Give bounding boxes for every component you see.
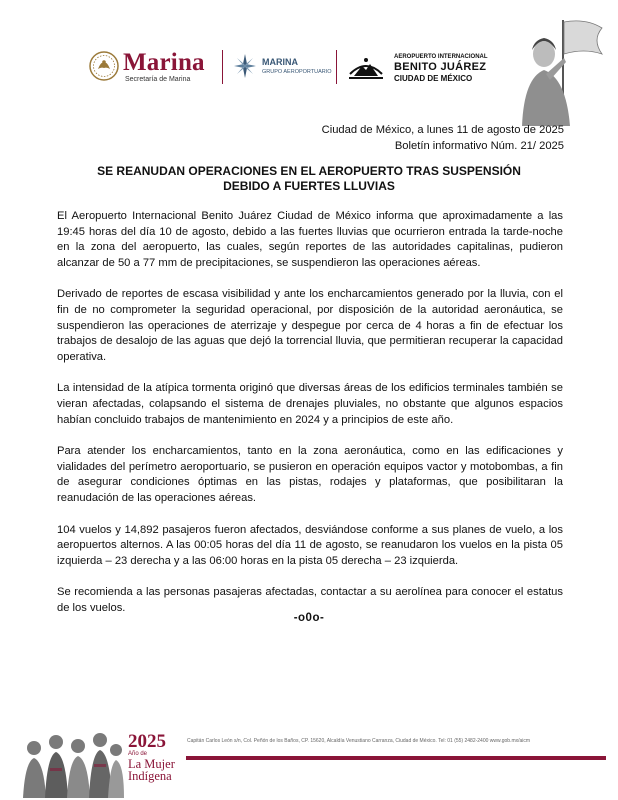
heroine-illustration: [510, 14, 610, 126]
aicm-symbol-icon: [346, 54, 386, 82]
paragraph: Derivado de reportes de escasa visibilidad y ante los encharcamientos generado por la lluvia, con el fin de no comprometer la seguridad operacional, por disposición de la autoridad aeronáutica, se suspendieron las operaciones de aterrizaje y despegue por cerca de 4 horas a fin de efectuar los trabajos de desalojo de las aguas que dejó la torrencial lluvia, que permitieran recuperar la capacidad operativa.: [57, 288, 563, 363]
bulletin-number: Boletín informativo Núm. 21/ 2025: [394, 140, 564, 152]
aicm-logo: [346, 52, 486, 86]
year-number: 2025: [128, 731, 166, 752]
footer-address: Capitán Carlos León s/n, Col. Peñón de los Baños, CP. 15620, Alcaldía Venustiano Carranza, Ciudad de México. Tel: 01 (55) 2482-2400 www.gob.mx/aicm: [187, 738, 531, 744]
compass-star-icon: [232, 52, 258, 80]
dateline: [322, 122, 564, 154]
marina-logo: [88, 48, 218, 88]
aicm-line1: AEROPUERTO INTERNACIONAL: [394, 54, 488, 60]
marina-brand: Marina: [123, 49, 205, 76]
marina-subtitle: Secretaría de Marina: [125, 76, 191, 83]
gam-title: MARINA: [262, 57, 298, 67]
paragraph: La intensidad de la atípica tormenta originó que diversas áreas de los edificios terminales también se vieran afectadas, colapsando el sistema de drenajes pluviales, no obstante que algunos espacios habían concluido trabajos de mantenimiento en 2024 y a principios de este año.: [57, 382, 563, 426]
closing-mark: -o0o-: [293, 612, 325, 624]
aicm-line2: BENITO JUÁREZ: [394, 61, 487, 73]
footer: [0, 718, 618, 800]
year-name-line2: Indígena: [128, 769, 172, 783]
gam-subtitle: GRUPO AEROPORTUARIO: [262, 69, 332, 75]
year-badge: [128, 732, 184, 782]
paragraph: 104 vuelos y 14,892 pasajeros fueron afectados, desviándose conforme a sus planes de vuelo, a los aeropuertos alternos. A las 00:05 horas del día 11 de agosto, se reanudaron los vuelos en la pista 05 izquierda – 23 derecha y a las 06:00 horas en la pista 05 derecha – 23 izquierda.: [57, 523, 563, 567]
paragraph: El Aeropuerto Internacional Benito Juárez Ciudad de México informa que aproximadamente a las 19:45 horas del día 10 de agosto, debido a las fuertes lluvias que ocurrieron entrada la tarde-noche en la zona del aeropuerto, las cuales, según reportes de las autoridades capitalinas, pudieron alcanzar de 50 a 77 mm de precipitaciones, se suspendieron las operaciones aéreas.: [57, 210, 563, 269]
footer-bar: [186, 756, 606, 760]
page-title: SE REANUDAN OPERACIONES EN EL AEROPUERTO TRAS SUSPENSIÓN DEBIDO A FUERTES LLUVIAS: [97, 164, 521, 193]
year-name-line1: La Mujer: [128, 757, 175, 771]
article-body: [57, 209, 563, 632]
paragraph: Se recomienda a las personas pasajeras afectadas, contactar a su aerolínea para conocer el estatus de los vuelos.: [57, 586, 563, 614]
date-place: Ciudad de México, a lunes 11 de agosto de 2025: [321, 124, 564, 136]
eagle-emblem-icon: [88, 50, 120, 82]
indigenous-women-illustration: [20, 724, 124, 798]
grupo-aeroportuario-logo: [232, 52, 342, 84]
year-caption: Año de: [128, 751, 148, 757]
logo-divider: [222, 50, 223, 84]
logo-divider: [336, 50, 337, 84]
header: [0, 0, 618, 110]
aicm-line3: CIUDAD DE MÉXICO: [394, 74, 473, 83]
paragraph: Para atender los encharcamientos, tanto en la zona aeronáutica, como en las edificaciones y vialidades del perímetro aeroportuario, se pusieron en operación equipos vactor y motobombas, a fin de asegurar condiciones óptimas en las pistas, rodajes y plataformas, que posibilitaran la reanudación de las operaciones aéreas.: [57, 445, 563, 504]
